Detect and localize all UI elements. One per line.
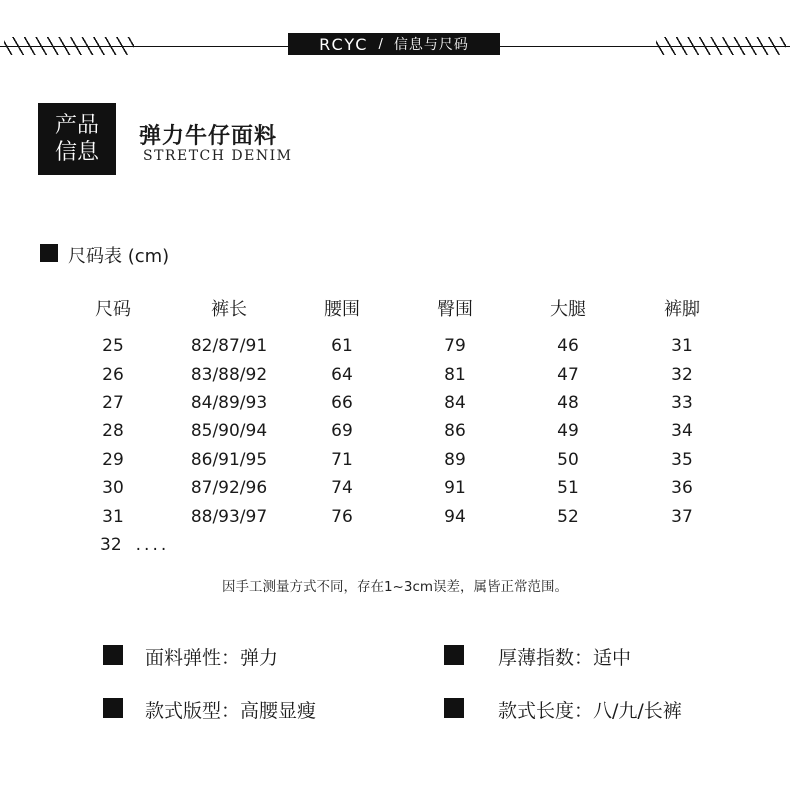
brand-name: RCYC [319, 34, 369, 54]
table-cell: 88/93/97 [190, 507, 268, 527]
table-cell: 37 [671, 507, 693, 527]
attr-length: 款式长度：八/九/长裤 [498, 700, 682, 722]
table-header-cell: 裤长 [211, 299, 247, 320]
table-cell: 69 [331, 421, 353, 441]
table-cell: 64 [331, 365, 353, 385]
table-cell: 86 [444, 421, 466, 441]
table-cell: 91 [444, 478, 466, 498]
table-header-cell: 大腿 [550, 299, 586, 320]
attr-elasticity: 面料弹性：弹力 [145, 647, 279, 669]
fabric-subtitle: STRETCH DENIM [143, 148, 293, 164]
banner-hatch-right [656, 37, 786, 55]
table-cell: 36 [671, 478, 693, 498]
banner-subtitle: 信息与尺码 [393, 37, 469, 53]
table-cell: 31 [102, 507, 124, 527]
banner-label [288, 33, 500, 55]
table-cell: 66 [331, 393, 353, 413]
table-cell: 71 [331, 450, 353, 470]
table-cell: 86/91/95 [190, 450, 268, 470]
size-chart-title: 尺码表 (cm) [68, 246, 170, 267]
table-cell: 30 [102, 478, 124, 498]
table-cell: 26 [102, 365, 124, 385]
table-cell: 79 [444, 336, 466, 356]
fabric-title: 弹力牛仔面料 [139, 124, 278, 149]
extra-size: 32 [100, 535, 122, 555]
table-cell: 47 [557, 365, 579, 385]
table-cell: 74 [331, 478, 353, 498]
table-cell: 35 [671, 450, 693, 470]
table-header-cell: 腰围 [324, 299, 360, 320]
table-cell: 85/90/94 [190, 421, 268, 441]
table-cell: 29 [102, 450, 124, 470]
table-cell: 27 [102, 393, 124, 413]
extra-size-row [100, 535, 169, 555]
table-cell: 52 [557, 507, 579, 527]
table-cell: 94 [444, 507, 466, 527]
attr-style: 款式版型：高腰显瘦 [145, 700, 317, 722]
table-cell: 32 [671, 365, 693, 385]
table-cell: 83/88/92 [190, 365, 268, 385]
table-cell: 84/89/93 [190, 393, 268, 413]
table-cell: 28 [102, 421, 124, 441]
attr-thickness: 厚薄指数：适中 [498, 647, 632, 669]
table-cell: 31 [671, 336, 693, 356]
badge-line-2: 信息 [54, 140, 99, 165]
banner-separator: / [378, 36, 384, 52]
table-cell: 82/87/91 [190, 336, 268, 356]
measurement-note: 因手工测量方式不同，存在1~3cm误差，属皆正常范围。 [221, 579, 569, 595]
product-info-badge [38, 103, 116, 175]
table-cell: 33 [671, 393, 693, 413]
table-cell: 84 [444, 393, 466, 413]
table-cell: 49 [557, 421, 579, 441]
attr-marker-length [444, 698, 464, 718]
table-cell: 81 [444, 365, 466, 385]
section-marker [40, 244, 58, 262]
extra-size-dots: .... [135, 535, 170, 555]
table-cell: 46 [557, 336, 579, 356]
table-cell: 51 [557, 478, 579, 498]
table-cell: 48 [557, 393, 579, 413]
table-cell: 50 [557, 450, 579, 470]
table-cell: 76 [331, 507, 353, 527]
table-cell: 61 [331, 336, 353, 356]
table-header-cell: 裤脚 [664, 299, 700, 320]
attr-marker-elasticity [103, 645, 123, 665]
table-cell: 89 [444, 450, 466, 470]
attr-marker-thickness [444, 645, 464, 665]
banner-hatch-left [4, 37, 134, 55]
table-cell: 87/92/96 [190, 478, 268, 498]
table-cell: 34 [671, 421, 693, 441]
attr-marker-style [103, 698, 123, 718]
table-header-cell: 尺码 [95, 299, 131, 320]
badge-line-1: 产品 [54, 113, 99, 138]
table-cell: 25 [102, 336, 124, 356]
table-header-cell: 臀围 [437, 299, 473, 320]
